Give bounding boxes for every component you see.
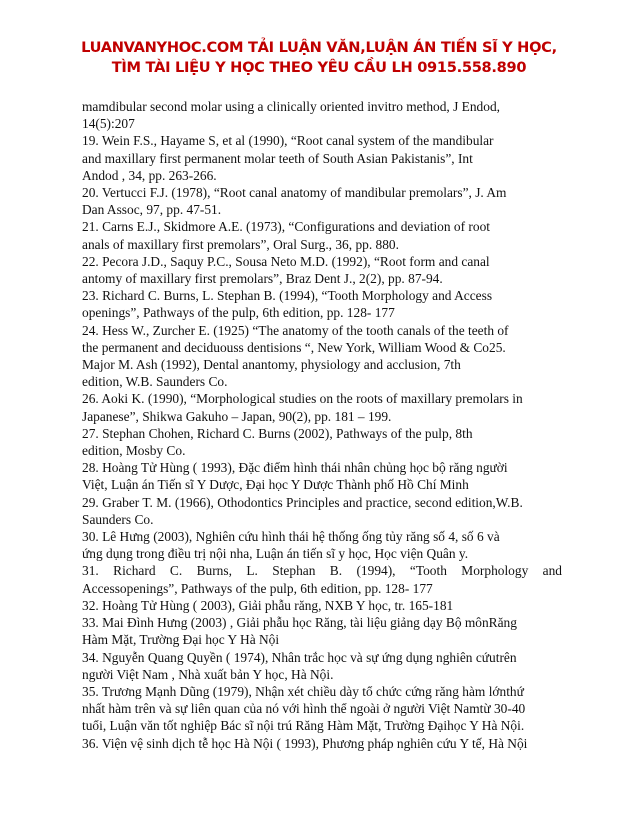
text-line: anals of maxillary first premolars”, Oral Surg., 36, pp. 880. — [82, 236, 399, 252]
text-line: 32. Hoàng Tử Hùng ( 2003), Giải phẫu răng, NXB Y học, tr. 165-181 — [82, 597, 454, 613]
text-line: Japanese”, Shikwa Gakuho – Japan, 90(2), pp. 181 – 199. — [82, 408, 392, 424]
text-line: 28. Hoàng Tử Hùng ( 1993), Đặc điểm hình thái nhân chủng học bộ răng người — [82, 460, 508, 476]
text-line: Dan Assoc, 97, pp. 47-51. — [82, 202, 222, 218]
text-line: 19. Wein F.S., Hayame S, et al (1990), “Root canal system of the mandibular — [82, 133, 494, 149]
text-line: 35. Trương Mạnh Dũng (1979), Nhận xét chiều dày tổ chức cứng răng hàm lớnthứ — [82, 683, 524, 699]
text-line: 34. Nguyễn Quang Quyền ( 1974), Nhân trắc học và sự ứng dụng nghiên cứutrên — [82, 649, 517, 665]
text-line: người Việt Nam , Nhà xuất bản Y học, Hà Nội. — [82, 666, 334, 682]
text-line: Andod , 34, pp. 263-266. — [82, 167, 217, 183]
page-header — [0, 38, 638, 78]
text-line: 27. Stephan Chohen, Richard C. Burns (2002), Pathways of the pulp, 8th — [82, 425, 473, 441]
header-line-2: TÌM TÀI LIỆU Y HỌC THEO YÊU CẦU LH 0915.558.890 — [111, 59, 527, 76]
text-line: edition, W.B. Saunders Co. — [82, 374, 228, 390]
text-line: nhất hàm trên và sự liên quan của nó với hình thể ngoài ở người Việt Namtừ 30-40 — [82, 701, 526, 717]
text-line: 21. Carns E.J., Skidmore A.E. (1973), “Configurations and deviation of root — [82, 219, 490, 235]
text-line: 23. Richard C. Burns, L. Stephan B. (1994), “Tooth Morphology and Access — [82, 288, 493, 304]
reference-list — [82, 98, 562, 752]
header-line-1: LUANVANYHOC.COM TẢI LUẬN VĂN,LUẬN ÁN TIẾN SĨ Y HỌC, — [81, 39, 557, 56]
text-line: 33. Mai Đình Hưng (2003) , Giải phẫu học Răng, tài liệu giảng dạy Bộ mônRăng — [82, 615, 517, 631]
text-line: Việt, Luận án Tiến sĩ Y Dược, Đại học Y Dược Thành phố Hồ Chí Minh — [82, 477, 469, 493]
text-line: 20. Vertucci F.J. (1978), “Root canal anatomy of mandibular premolars”, J. Am — [82, 185, 507, 201]
text-line: and maxillary first permanent molar teeth of South Asian Pakistanis”, Int — [82, 150, 473, 166]
text-line: 14(5):207 — [82, 116, 135, 132]
text-line: 30. Lê Hưng (2003), Nghiên cứu hình thái hệ thống ống tủy răng số 4, số 6 và — [82, 529, 500, 545]
text-line: Major M. Ash (1992), Dental anantomy, physiology and acclusion, 7th — [82, 357, 461, 373]
text-line: 29. Graber T. M. (1966), Othodontics Principles and practice, second edition,W.B. — [82, 494, 523, 510]
text-line: edition, Mosby Co. — [82, 443, 186, 459]
text-line: 36. Viện vệ sinh dịch tễ học Hà Nội ( 1993), Phương pháp nghiên cứu Y tế, Hà Nội — [82, 735, 528, 751]
text-line: 24. Hess W., Zurcher E. (1925) “The anatomy of the tooth canals of the teeth of — [82, 322, 509, 338]
text-line: mamdibular second molar using a clinically oriented invitro method, J Endod, — [82, 99, 500, 114]
text-line: 26. Aoki K. (1990), “Morphological studies on the roots of maxillary premolars in — [82, 391, 523, 407]
text-line: antomy of maxillary first premolars”, Braz Dent J., 2(2), pp. 87-94. — [82, 271, 443, 287]
text-line: Saunders Co. — [82, 511, 154, 527]
text-line: Hàm Mặt, Trường Đại học Y Hà Nội — [82, 632, 280, 648]
text-line: 31. Richard C. Burns, L. Stephan B. (1994), “Tooth Morphology and — [82, 563, 562, 579]
text-line: the permanent and deciduouss dentisions “, New York, William Wood & Co25. — [82, 339, 506, 355]
text-line: tuổi, Luận văn tốt nghiệp Bác sĩ nội trú Răng Hàm Mặt, Trường Đạihọc Y Hà Nội. — [82, 718, 525, 734]
text-line: 22. Pecora J.D., Saquy P.C., Sousa Neto M.D. (1992), “Root form and canal — [82, 253, 490, 269]
text-line: openings”, Pathways of the pulp, 6th edition, pp. 128- 177 — [82, 305, 395, 321]
text-line: ứng dụng trong điều trị nội nha, Luận án tiến sĩ y học, Học viện Quân y. — [82, 546, 469, 562]
text-line: Accessopenings”, Pathways of the pulp, 6th edition, pp. 128- 177 — [82, 580, 433, 596]
